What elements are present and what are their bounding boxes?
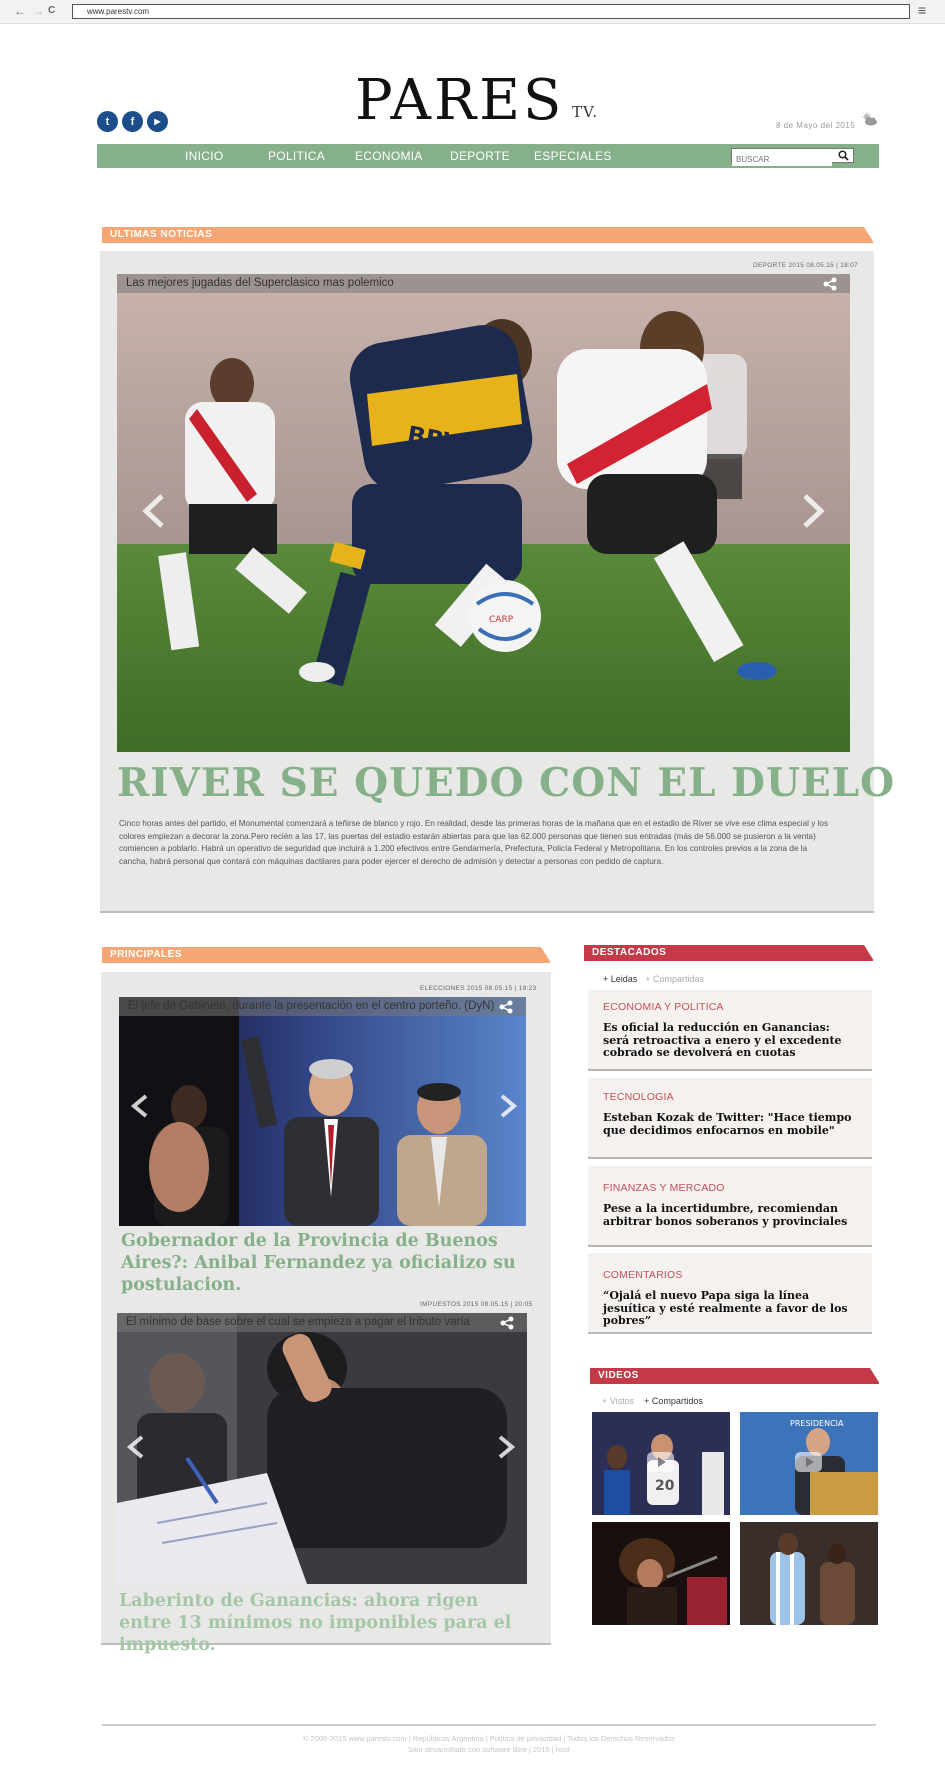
story-meta: ELECCIONES 2015 08.05.15 | 19:23 [420, 985, 537, 992]
play-icon[interactable] [795, 1452, 822, 1472]
video-thumbnail[interactable] [740, 1522, 878, 1625]
current-date: 8 de Mayo del 2015 [776, 121, 856, 130]
chevron-right-icon[interactable] [499, 1094, 517, 1118]
site-logo[interactable]: PARES [355, 68, 565, 133]
article-title[interactable]: Esteban Kozak de Twitter: "Hace tiempo que decidimos enfocarnos en mobile" [603, 1111, 852, 1137]
football-match-photo [117, 274, 850, 752]
video-thumbnail[interactable] [740, 1412, 878, 1515]
list-item[interactable] [588, 990, 872, 1071]
footer-divider [102, 1724, 876, 1726]
list-item[interactable] [588, 1166, 872, 1247]
svg-text:PRESIDENCIA: PRESIDENCIA [790, 1419, 844, 1428]
chevron-left-icon[interactable] [127, 1435, 145, 1459]
back-arrow-icon[interactable]: ← [14, 4, 26, 18]
section-label-destacados: DESTACADOS [584, 945, 873, 961]
featured-image-caption: Las mejores jugadas del Superclasico mas polemico [117, 274, 850, 293]
taxes-photo [117, 1313, 527, 1584]
featured-body: Cinco horas antes del partido, el Monumental comenzará a teñirse de blanco y rojo. En realidad, desde las primeras horas de la mañana que en el estadio de River se vive ese clima especial y los colores empiezan a decorar la zona.Pero recién a las 17, las puertas del estadio estarán abiertas para que las 62.000 personas que tienen sus entradas (más de 56.000 se pusieron a la venta) comiencen a poblarlo. Habrá un operativo de seguridad que incluirá a 1.200 efectivos entre Gendarmería, Prefectura, Policía Federal y Metropolitana. En los controles previos a la zona de la cancha, habrá personal que contará con máquinas dactilares para poder ejercer el derecho de admisión y detectar a personas con pedido de captura. [119, 819, 829, 866]
destacados-tabs [603, 974, 704, 984]
address-bar[interactable]: www.parestv.com [72, 4, 910, 19]
story-image-caption: El mínimo de base sobre el cual se empieza a pagar el tributo varía [117, 1313, 527, 1332]
article-title[interactable]: Es oficial la reducción en Ganancias: será retroactiva a enero y el excedente cobrado se devolverá en cuotas [603, 1021, 842, 1059]
article-category: FINANZAS Y MERCADO [603, 1182, 725, 1194]
search-box [731, 148, 854, 163]
play-icon[interactable] [647, 1452, 674, 1472]
facebook-icon[interactable]: f [122, 111, 143, 132]
site-logo-suffix: TV. [572, 103, 598, 121]
section-label-videos: VIDEOS [590, 1368, 879, 1384]
footer-links[interactable]: © 2006-2015 www.parestv.com | Repúblicas Argentina | Política de privacidad | Todos los Derechos Reservados [302, 1734, 676, 1743]
nav-item-economia[interactable]: ECONOMIA [355, 149, 423, 163]
story-headline[interactable]: Gobernador de la Provincia de Buenos Aires?: Anibal Fernandez ya oficializo su postulacion. [121, 1231, 516, 1295]
chevron-left-icon[interactable] [131, 1094, 149, 1118]
story-image[interactable] [117, 1313, 527, 1584]
share-icon[interactable] [499, 1316, 515, 1330]
article-title[interactable]: “Ojalá el nuevo Papa siga la línea jesuítica y esté realmente a favor de los pobres” [603, 1289, 848, 1327]
nav-item-politica[interactable]: POLITICA [268, 149, 326, 163]
reload-icon[interactable]: C [48, 5, 56, 16]
tab-compartidas[interactable]: + Compartidas [645, 974, 705, 984]
share-icon[interactable] [498, 1000, 514, 1014]
footer [102, 1733, 876, 1755]
featured-headline[interactable]: RIVER SE QUEDO CON EL DUELO [117, 760, 896, 806]
story-image-caption: El jefe de Gabinete, durante la presentación en el centro porteño. (DyN) [119, 997, 526, 1016]
main-navigation [97, 144, 879, 168]
tab-vistos[interactable]: + Vistos [602, 1396, 635, 1406]
tab-compartidos[interactable]: + Compartidos [644, 1396, 703, 1406]
chevron-right-icon[interactable] [801, 494, 825, 528]
story-image[interactable] [119, 997, 526, 1226]
youtube-icon[interactable]: ▶ [147, 111, 168, 132]
video-thumbnail[interactable] [592, 1412, 730, 1515]
chevron-right-icon[interactable] [497, 1435, 515, 1459]
twitter-icon[interactable]: t [97, 111, 118, 132]
concert-photo [592, 1522, 730, 1625]
list-item[interactable] [588, 1253, 872, 1334]
svg-text:CARP: CARP [489, 615, 514, 625]
politics-photo [119, 997, 526, 1226]
cloud-sun-icon [860, 112, 878, 126]
nav-item-inicio[interactable]: INICIO [185, 149, 224, 163]
featured-image[interactable] [117, 274, 850, 752]
list-item[interactable] [588, 1078, 872, 1159]
section-label-ultimas: ULTIMAS NOTICIAS [102, 227, 873, 243]
share-icon[interactable] [822, 277, 838, 291]
svg-text:BBVA: BBVA [405, 420, 480, 461]
story-meta: DEPORTE 2015 08.05.15 | 18:07 [753, 262, 858, 269]
forward-arrow-icon[interactable]: → [32, 4, 44, 18]
article-category: ECONOMIA Y POLITICA [603, 1001, 724, 1013]
search-input[interactable] [732, 153, 832, 166]
section-label-principales: PRINCIPALES [102, 947, 550, 963]
nav-item-especiales[interactable]: ESPECIALES [534, 149, 612, 163]
article-category: TECNOLOGIA [603, 1091, 674, 1103]
tab-leidas[interactable]: + Leidas [603, 974, 638, 984]
story-meta: IMPUESTOS 2015 08.05.15 | 20:05 [420, 1301, 533, 1308]
footer-credits: Sitio desarrollado con software libre | 2015 | host [408, 1745, 570, 1754]
chevron-left-icon[interactable] [142, 494, 166, 528]
article-category: COMENTARIOS [603, 1269, 683, 1281]
videos-tabs [602, 1396, 703, 1406]
soccer-crowd-photo [740, 1522, 878, 1625]
svg-text:20: 20 [655, 1478, 675, 1494]
video-thumbnail[interactable] [592, 1522, 730, 1625]
browser-toolbar [0, 0, 945, 24]
nav-item-deporte[interactable]: DEPORTE [450, 149, 510, 163]
story-headline[interactable]: Laberinto de Ganancias: ahora rigen entre 13 mínimos no imponibles para el impuesto. [119, 1591, 512, 1655]
social-links [97, 111, 168, 132]
article-title[interactable]: Pese a la incertidumbre, recomiendan arbitrar bonos soberanos y provinciales [603, 1202, 848, 1228]
browser-menu-icon[interactable]: ≡ [918, 2, 927, 18]
search-icon[interactable] [838, 150, 849, 161]
